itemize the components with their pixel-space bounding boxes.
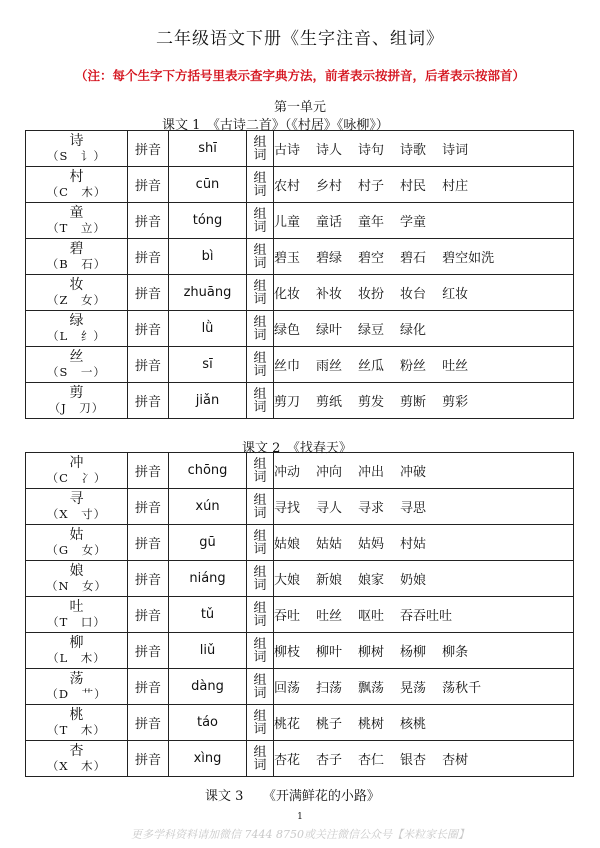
character: 姑: [69, 526, 84, 543]
word: 妆台: [400, 287, 427, 302]
word: 杏仁: [358, 753, 385, 768]
word: 化妆: [274, 287, 301, 302]
zuci-label: [247, 203, 274, 239]
pinyin-value: dàng: [169, 669, 247, 705]
word-list: [274, 275, 574, 311]
char-cell: [26, 203, 128, 239]
word: 粉丝: [400, 359, 427, 374]
word: 呕吐: [358, 609, 385, 624]
word: 诗词: [442, 143, 469, 158]
word-list: [274, 669, 574, 705]
word: 大娘: [274, 573, 301, 588]
word: 荡秋千: [442, 681, 482, 696]
word: 吞吞吐吐: [400, 609, 453, 624]
word-list: [274, 311, 574, 347]
word-list: [274, 705, 574, 741]
dictionary-lookup: （S 一）: [47, 364, 106, 379]
word: 寻思: [400, 501, 427, 516]
word: 奶娘: [400, 573, 427, 588]
pinyin-label: 拼音: [128, 239, 169, 275]
zuci-label-text: 组词: [253, 170, 267, 199]
character: 丝: [69, 348, 84, 365]
dictionary-lookup: （C 木）: [46, 184, 107, 199]
word: 丝巾: [274, 359, 301, 374]
character: 村: [69, 168, 84, 185]
word-list: [274, 525, 574, 561]
word-list: [274, 633, 574, 669]
word: 剪发: [358, 395, 385, 410]
lesson-2-table: [25, 452, 574, 777]
pinyin-label: 拼音: [128, 633, 169, 669]
zuci-label: [247, 633, 274, 669]
dictionary-lookup: （J 刀）: [48, 400, 105, 415]
char-cell: [26, 525, 128, 561]
word: 村子: [358, 179, 385, 194]
word: 扫荡: [316, 681, 343, 696]
zuci-label-text: 组词: [253, 528, 267, 557]
lookup-note: （注：每个生字下方括号里表示查字典方法，前者表示按拼音，后者表示按部首）: [74, 68, 525, 83]
word: 姑娘: [274, 537, 301, 552]
word: 碧空如洗: [442, 251, 495, 266]
char-cell: [26, 741, 128, 777]
word: 柳叶: [316, 645, 343, 660]
word-list: [274, 561, 574, 597]
pinyin-label: 拼音: [128, 561, 169, 597]
word: 村庄: [442, 179, 469, 194]
word: 柳条: [442, 645, 469, 660]
dictionary-lookup: （D 艹）: [46, 686, 107, 701]
pinyin-label: 拼音: [128, 597, 169, 633]
dictionary-lookup: （S 讠）: [47, 148, 106, 163]
zuci-label: [247, 489, 274, 525]
zuci-label-text: 组词: [253, 314, 267, 343]
word: 银杏: [400, 753, 427, 768]
dictionary-lookup: （X 木）: [46, 758, 107, 773]
char-cell: [26, 239, 128, 275]
word: 吐丝: [442, 359, 469, 374]
character: 杏: [69, 742, 84, 759]
pinyin-label: 拼音: [128, 489, 169, 525]
char-row: [26, 131, 574, 167]
word: 回荡: [274, 681, 301, 696]
word: 冲破: [400, 465, 427, 480]
char-cell: [26, 275, 128, 311]
char-cell: [26, 561, 128, 597]
word: 碧绿: [316, 251, 343, 266]
word: 桃花: [274, 717, 301, 732]
word: 补妆: [316, 287, 343, 302]
zuci-label-text: 组词: [253, 600, 267, 629]
pinyin-value: tóng: [169, 203, 247, 239]
word: 新娘: [316, 573, 343, 588]
word: 寻人: [316, 501, 343, 516]
char-row: [26, 705, 574, 741]
dictionary-lookup: （B 石）: [46, 256, 107, 271]
char-cell: [26, 167, 128, 203]
pinyin-label: 拼音: [128, 383, 169, 419]
word: 碧石: [400, 251, 427, 266]
word: 村民: [400, 179, 427, 194]
char-row: [26, 383, 574, 419]
pinyin-label: 拼音: [128, 311, 169, 347]
word: 晃荡: [400, 681, 427, 696]
dictionary-lookup: （T 立）: [47, 220, 106, 235]
zuci-label-text: 组词: [253, 708, 267, 737]
word: 诗句: [358, 143, 385, 158]
word: 古诗: [274, 143, 301, 158]
word: 杏子: [316, 753, 343, 768]
zuci-label: [247, 561, 274, 597]
character: 荡: [69, 670, 84, 687]
char-cell: [26, 633, 128, 669]
word: 绿叶: [316, 323, 343, 338]
word: 飘荡: [358, 681, 385, 696]
char-row: [26, 561, 574, 597]
character: 童: [69, 204, 84, 221]
zuci-label-text: 组词: [253, 206, 267, 235]
word: 丝瓜: [358, 359, 385, 374]
zuci-label: [247, 453, 274, 489]
pinyin-value: gū: [169, 525, 247, 561]
word: 绿豆: [358, 323, 385, 338]
zuci-label-text: 组词: [253, 386, 267, 415]
word: 杨柳: [400, 645, 427, 660]
char-row: [26, 525, 574, 561]
word: 乡村: [316, 179, 343, 194]
character: 碧: [69, 240, 84, 257]
pinyin-value: chōng: [169, 453, 247, 489]
zuci-label: [247, 131, 274, 167]
character: 冲: [69, 454, 84, 471]
character: 妆: [69, 276, 84, 293]
zuci-label: [247, 275, 274, 311]
pinyin-label: 拼音: [128, 525, 169, 561]
zuci-label-text: 组词: [253, 492, 267, 521]
word: 剪彩: [442, 395, 469, 410]
word-list: [274, 741, 574, 777]
char-row: [26, 167, 574, 203]
word-list: [274, 383, 574, 419]
word-list: [274, 131, 574, 167]
lesson-1-table: [25, 130, 574, 419]
word: 寻找: [274, 501, 301, 516]
pinyin-label: 拼音: [128, 275, 169, 311]
pinyin-value: shī: [169, 131, 247, 167]
word-list: [274, 167, 574, 203]
char-row: [26, 203, 574, 239]
char-cell: [26, 131, 128, 167]
zuci-label-text: 组词: [253, 744, 267, 773]
word-list: [274, 347, 574, 383]
pinyin-label: 拼音: [128, 203, 169, 239]
word-list: [274, 597, 574, 633]
word: 学童: [400, 215, 427, 230]
word: 农村: [274, 179, 301, 194]
char-row: [26, 347, 574, 383]
char-cell: [26, 669, 128, 705]
character: 娘: [69, 562, 84, 579]
word: 吐丝: [316, 609, 343, 624]
dictionary-lookup: （T 木）: [47, 722, 106, 737]
word: 吞吐: [274, 609, 301, 624]
word: 核桃: [400, 717, 427, 732]
pinyin-value: zhuāng: [169, 275, 247, 311]
dictionary-lookup: （N 女）: [45, 578, 108, 593]
word: 剪刀: [274, 395, 301, 410]
zuci-label-text: 组词: [253, 564, 267, 593]
char-row: [26, 489, 574, 525]
dictionary-lookup: （L 纟）: [47, 328, 106, 343]
footer-watermark: 更多学科资料请加微信 7444 8750或关注微信公众号【米粒家长圈】: [131, 828, 469, 841]
word: 杏花: [274, 753, 301, 768]
dictionary-lookup: （G 女）: [46, 542, 107, 557]
page-title: 二年级语文下册《生字注音、组词》: [156, 29, 444, 49]
dictionary-lookup: （X 寸）: [46, 506, 107, 521]
character: 诗: [69, 132, 84, 149]
lesson-3-heading: 课文 3 《开满鲜花的小路》: [205, 789, 380, 804]
word: 桃子: [316, 717, 343, 732]
dictionary-lookup: （Z 女）: [47, 292, 106, 307]
character: 吐: [69, 598, 84, 615]
word: 绿色: [274, 323, 301, 338]
dictionary-lookup: （C 冫）: [46, 470, 107, 485]
zuci-label: [247, 311, 274, 347]
word: 诗人: [316, 143, 343, 158]
word: 冲动: [274, 465, 301, 480]
pinyin-value: cūn: [169, 167, 247, 203]
word: 寻求: [358, 501, 385, 516]
pinyin-value: xìng: [169, 741, 247, 777]
pinyin-label: 拼音: [128, 347, 169, 383]
zuci-label: [247, 669, 274, 705]
char-cell: [26, 705, 128, 741]
char-row: [26, 597, 574, 633]
word: 红妆: [442, 287, 469, 302]
zuci-label: [247, 383, 274, 419]
lesson-1-heading: 课文 1 《古诗二首》（《村居》《咏柳》）: [162, 118, 389, 133]
char-cell: [26, 311, 128, 347]
pinyin-value: lǜ: [169, 311, 247, 347]
word: 姑姑: [316, 537, 343, 552]
word: 诗歌: [400, 143, 427, 158]
page-number: 1: [297, 812, 303, 822]
zuci-label: [247, 347, 274, 383]
character: 寻: [69, 490, 84, 507]
word: 童话: [316, 215, 343, 230]
pinyin-value: jiǎn: [169, 383, 247, 419]
char-row: [26, 633, 574, 669]
word: 童年: [358, 215, 385, 230]
word: 姑妈: [358, 537, 385, 552]
pinyin-value: tǔ: [169, 597, 247, 633]
character: 桃: [69, 706, 84, 723]
word: 碧玉: [274, 251, 301, 266]
pinyin-label: 拼音: [128, 167, 169, 203]
zuci-label-text: 组词: [253, 242, 267, 271]
word-list: [274, 203, 574, 239]
zuci-label-text: 组词: [253, 456, 267, 485]
char-cell: [26, 383, 128, 419]
char-row: [26, 239, 574, 275]
word: 雨丝: [316, 359, 343, 374]
word: 剪断: [400, 395, 427, 410]
word: 碧空: [358, 251, 385, 266]
zuci-label-text: 组词: [253, 672, 267, 701]
zuci-label: [247, 597, 274, 633]
pinyin-value: sī: [169, 347, 247, 383]
zuci-label-text: 组词: [253, 636, 267, 665]
word: 村姑: [400, 537, 427, 552]
char-cell: [26, 347, 128, 383]
pinyin-label: 拼音: [128, 705, 169, 741]
char-row: [26, 741, 574, 777]
word: 柳树: [358, 645, 385, 660]
word: 剪纸: [316, 395, 343, 410]
character: 剪: [69, 384, 84, 401]
word: 冲出: [358, 465, 385, 480]
pinyin-label: 拼音: [128, 741, 169, 777]
zuci-label: [247, 167, 274, 203]
word: 妆扮: [358, 287, 385, 302]
char-row: [26, 311, 574, 347]
char-row: [26, 669, 574, 705]
word: 绿化: [400, 323, 427, 338]
zuci-label: [247, 239, 274, 275]
pinyin-value: bì: [169, 239, 247, 275]
char-cell: [26, 597, 128, 633]
zuci-label-text: 组词: [253, 134, 267, 163]
character: 柳: [69, 634, 84, 651]
pinyin-value: liǔ: [169, 633, 247, 669]
word: 儿童: [274, 215, 301, 230]
zuci-label: [247, 705, 274, 741]
zuci-label-text: 组词: [253, 350, 267, 379]
lesson-2-heading: 课文 2 《找春天》: [242, 441, 352, 456]
word-list: [274, 453, 574, 489]
zuci-label-text: 组词: [253, 278, 267, 307]
pinyin-label: 拼音: [128, 131, 169, 167]
word-list: [274, 489, 574, 525]
word: 娘家: [358, 573, 385, 588]
pinyin-label: 拼音: [128, 669, 169, 705]
pinyin-label: 拼音: [128, 453, 169, 489]
char-cell: [26, 453, 128, 489]
pinyin-value: niáng: [169, 561, 247, 597]
zuci-label: [247, 525, 274, 561]
unit-title: 第一单元: [273, 100, 326, 115]
word: 杏树: [442, 753, 469, 768]
dictionary-lookup: （L 木）: [47, 650, 106, 665]
zuci-label: [247, 741, 274, 777]
character: 绿: [69, 312, 84, 329]
word: 桃树: [358, 717, 385, 732]
pinyin-value: táo: [169, 705, 247, 741]
char-row: [26, 453, 574, 489]
pinyin-value: xún: [169, 489, 247, 525]
word: 冲向: [316, 465, 343, 480]
dictionary-lookup: （T 口）: [47, 614, 106, 629]
word-list: [274, 239, 574, 275]
word: 柳枝: [274, 645, 301, 660]
char-row: [26, 275, 574, 311]
char-cell: [26, 489, 128, 525]
